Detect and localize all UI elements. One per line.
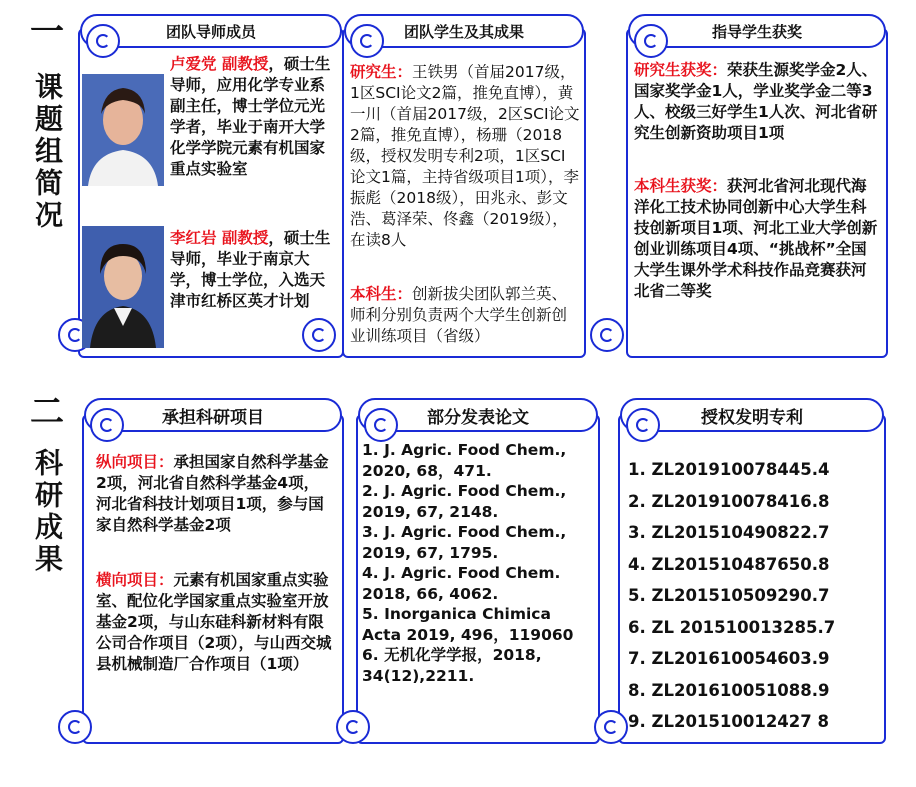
scroll-curl-icon [350,24,384,58]
team-students-tab: 团队学生及其成果 [344,14,584,48]
section1-heading [22,12,72,252]
patent-item: 2. ZL201910078416.8 [628,491,830,511]
patent-item: 1. ZL201910078445.4 [628,460,830,479]
publication-item: 6. 无机化学学报，2018, 34(12),2211. [362,646,542,685]
research-projects-tab: 承担科研项目 [84,398,342,432]
scroll-curl-icon [336,710,370,744]
grad-students-text [350,62,580,251]
patent-item: 5. ZL201510509290.7 [628,586,830,605]
grad-text: 王铁男（首届2017级，1区SCI论文2篇，推免直博），黄一川（首届2017级，2区SCI论文2篇，推免直博），杨珊（2018级，授权发明专利2项，1区SCI论文1篇，主持省级项目1项），李振彪（2018级），田兆永、彭文浩、葛泽荣、佟鑫（2019级），在读8人 [350,63,580,249]
ug-text: 创新拔尖团队郭兰英、师利分别负责两个大学生创新创业训练项目（省级） [350,285,568,345]
publications-list [362,440,594,686]
publication-item: 2. J. Agric. Food Chem., 2019, 67, 2148. [362,482,567,521]
publication-item: 4. J. Agric. Food Chem. 2018, 66, 4062. [362,564,561,603]
undergrad-text [350,284,580,347]
section1-title: 课题组简况 [31,72,64,232]
patent-item: 4. ZL201510487650.8 [628,554,830,574]
scroll-curl-icon [590,318,624,352]
patent-item: 3. ZL201510490822.7 [628,523,830,542]
publication-item: 1. J. Agric. Food Chem., 2020, 68，471. [362,441,567,480]
mentor1-name: 卢爱党 副教授 [170,55,269,73]
scroll-curl-icon [634,24,668,58]
section1-number: 一 [30,12,64,52]
grad-awards-body: 荣获生源奖学金2人、国家奖学金1人，学业奖学金二等3人、校级三好学生1人次、河北省研究生创新资助项目1项 [634,61,878,142]
scroll-curl-icon [626,408,660,442]
scroll-curl-icon [58,710,92,744]
scroll-curl-icon [90,408,124,442]
student-awards-tab: 指导学生获奖 [628,14,886,48]
team-mentors-tab: 团队导师成员 [80,14,342,48]
ug-awards-body: 获河北省河北现代海洋化工技术协同创新中心大学生科技创新项目1项、河北工业大学创新创业训练项目4项、“挑战杯”全国大学生课外学术科技作品竞赛获河北省二等奖 [634,177,878,300]
patent-item: 7. ZL201610054603.9 [628,649,830,668]
vertical-body: 承担国家自然科学基金2项，河北省自然科学基金4项，河北省科技计划项目1项，参与国家自然科学基金2项 [96,453,329,534]
vertical-projects-text [96,452,332,536]
patents-tab: 授权发明专利 [620,398,884,432]
patent-item: 6. ZL 201510013285.7 [628,617,836,637]
section2-number: 二 [30,392,64,432]
publication-item: 5. Inorganica Chimica Acta 2019, 496，119060 [362,605,574,644]
ug-awards-text [634,176,880,302]
mentor1-desc: ，硕士生导师，应用化学专业系副主任，博士学位元光学者，毕业于南开大学化学学院元素有机国家重点实验室 [170,55,331,178]
mentor1-text [170,54,340,180]
mentor2-photo [82,226,164,348]
horizontal-body: 元素有机国家重点实验室、配位化学国家重点实验室开放基金2项，与山东硅科新材料有限公司合作项目（2项），与山西交城县机械制造厂合作项目（1项） [96,571,332,673]
undergrad-label: 本科生： [350,285,413,303]
grad-awards-text [634,60,880,144]
section2-title: 科研成果 [31,448,64,576]
scroll-curl-icon [86,24,120,58]
mentor1-photo [82,74,164,186]
publications-tab: 部分发表论文 [358,398,598,432]
publication-item: 3. J. Agric. Food Chem., 2019, 67, 1795. [362,523,567,562]
grad-awards-label: 研究生获奖： [634,61,728,79]
scroll-curl-icon [364,408,398,442]
horizontal-label: 横向项目： [96,571,174,589]
mentor2-desc: ，硕士生导师，毕业于南京大学，博士学位，入选天津市红桥区英才计划 [170,229,331,310]
ug-awards-label: 本科生获奖： [634,177,728,195]
vertical-label: 纵向项目： [96,453,174,471]
mentor2-text [170,228,340,312]
horizontal-projects-text [96,570,332,675]
section2-heading [22,392,72,592]
grad-label: 研究生： [350,63,413,81]
mentor2-name: 李红岩 副教授 [170,229,269,247]
scroll-curl-icon [594,710,628,744]
patents-list [628,454,880,738]
scroll-curl-icon [302,318,336,352]
patent-item: 9. ZL201510012427 8 [628,712,829,731]
patent-item: 8. ZL201610051088.9 [628,680,830,700]
